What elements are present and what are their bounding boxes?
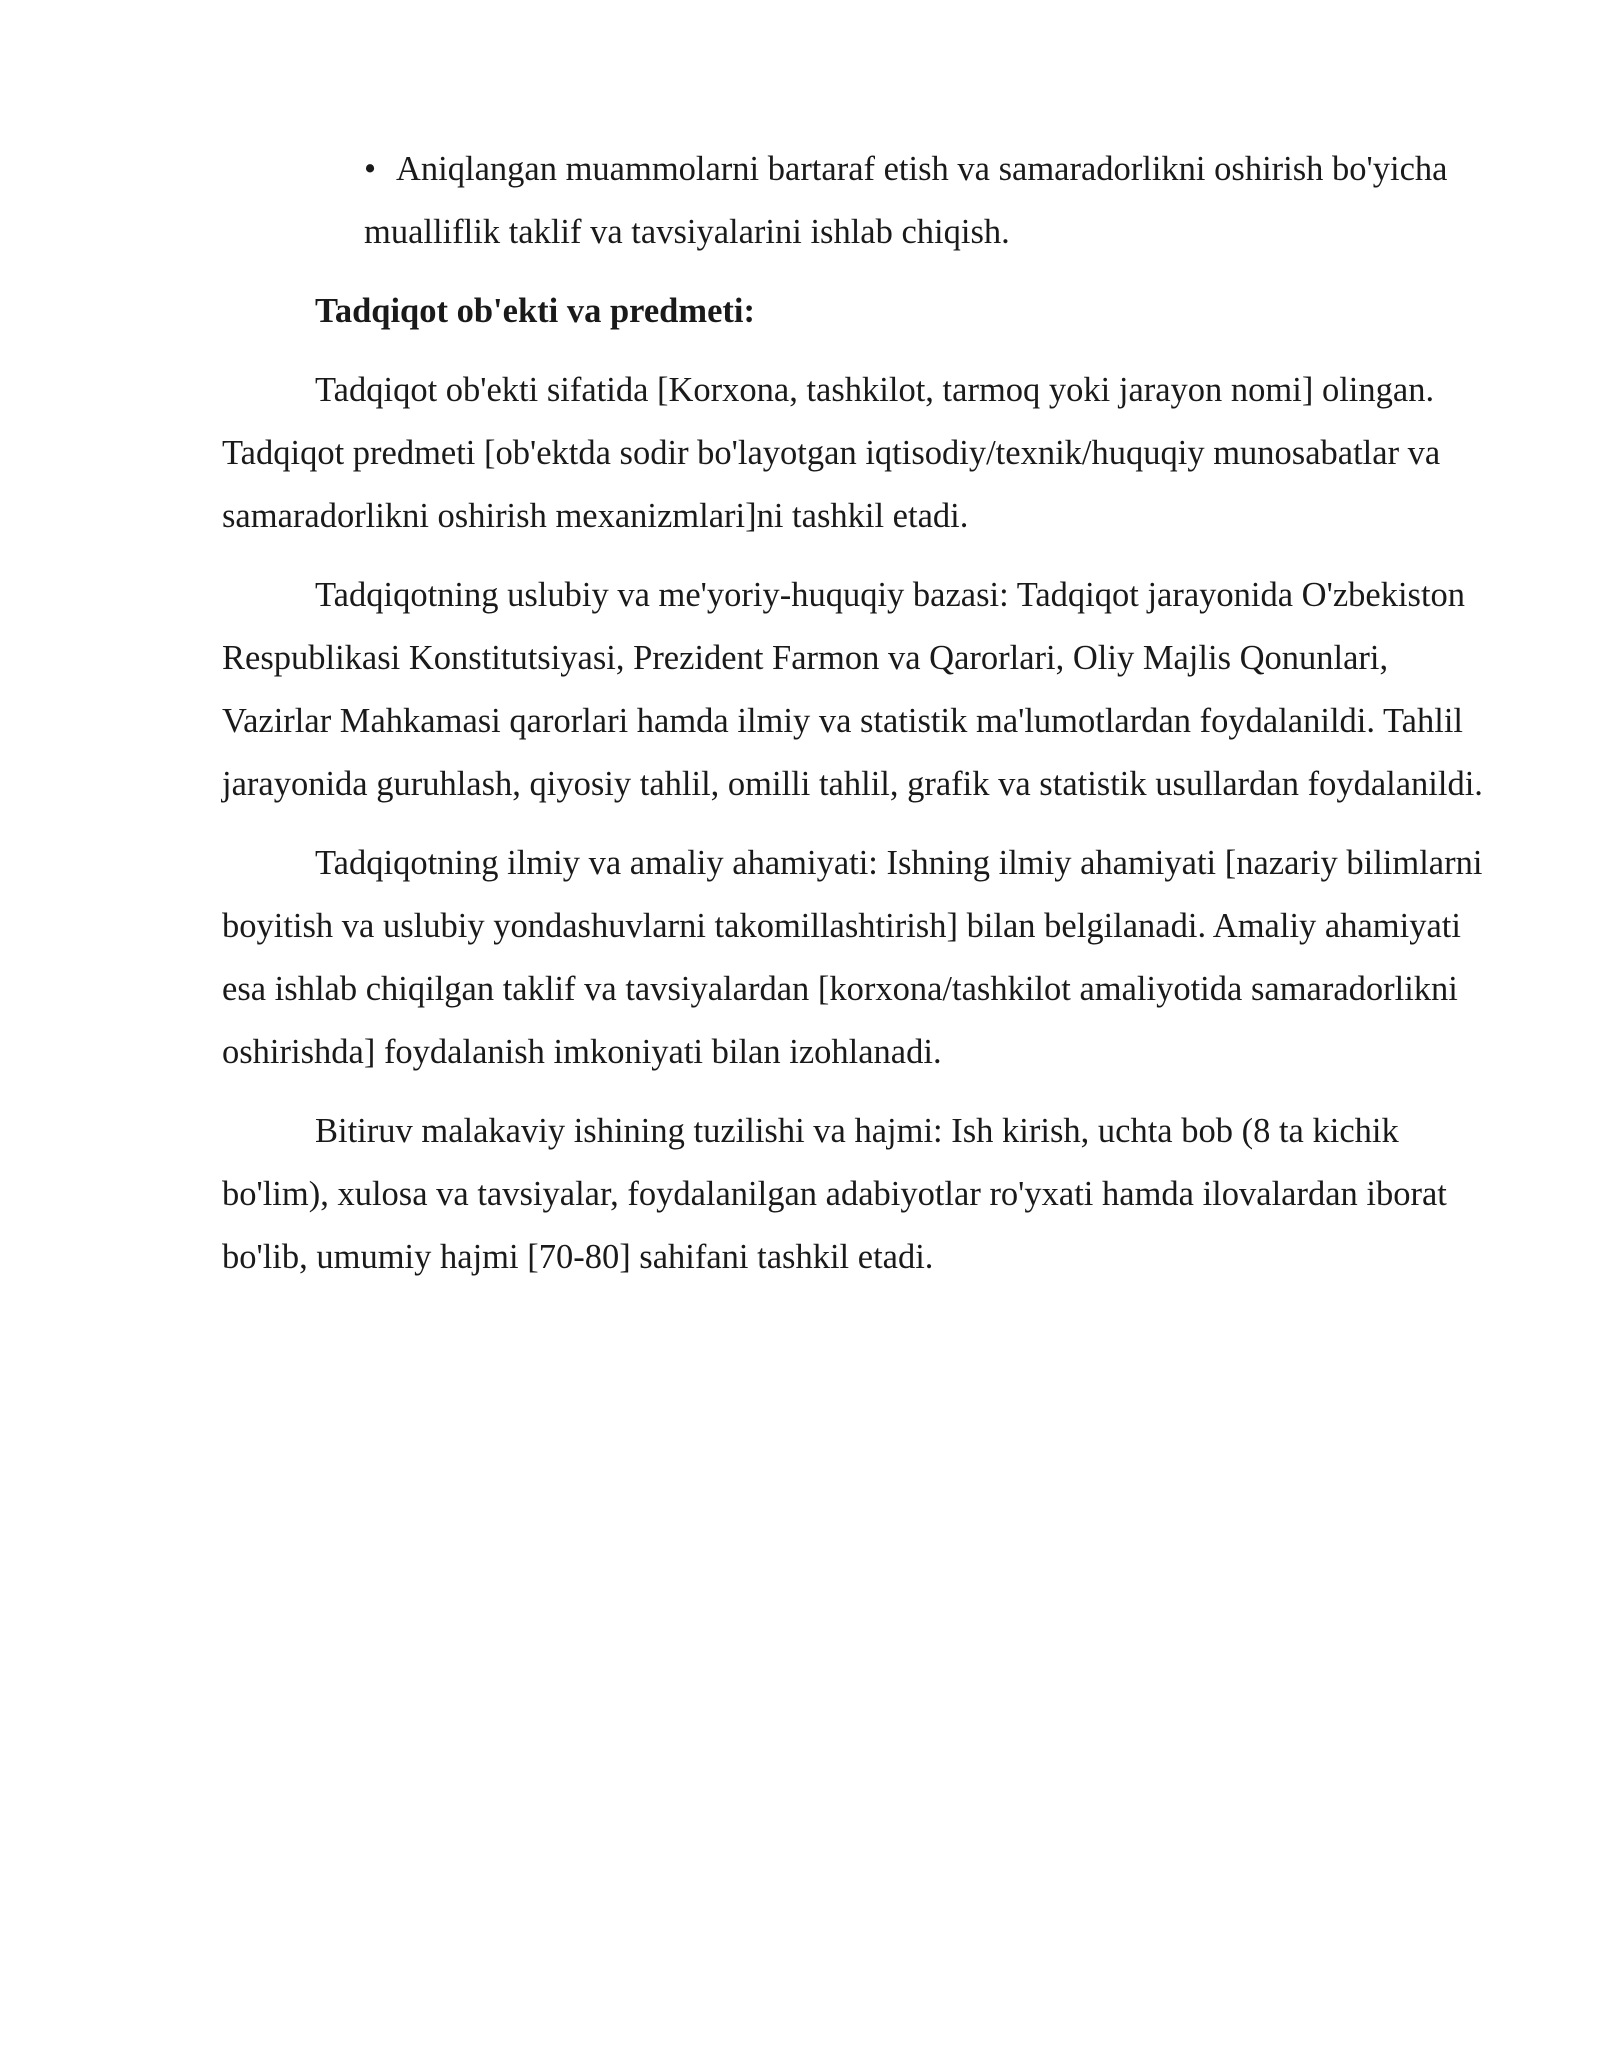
list-item bbox=[364, 138, 1484, 264]
paragraph-structure: Bitiruv malakaviy ishining tuzilishi va hajmi: Ish kirish, uchta bob (8 ta kichik bo'lim), xulosa va tavsiyalar, foydalanilgan adabiyotlar ro'yxati hamda ilovalardan iborat bo'lib, umumiy hajmi [70-80] sahifani tashkil etadi. bbox=[222, 1112, 1447, 1276]
section-heading: Tadqiqot ob'ekti va predmeti: bbox=[315, 292, 755, 330]
paragraph-object-subject: Tadqiqot ob'ekti sifatida [Korxona, tashkilot, tarmoq yoki jarayon nomi] olingan. Tadqiqot predmeti [ob'ektda sodir bo'layotgan iqtisodiy/texnik/huquqiy munosabatlar va samaradorlikni oshirish mexanizmlari]ni tashkil etadi. bbox=[222, 371, 1441, 535]
paragraph-significance: Tadqiqotning ilmiy va amaliy ahamiyati: Ishning ilmiy ahamiyati [nazariy bilimlarni boyitish va uslubiy yondashuvlarni takomillashtirish] bilan belgilanadi. Amaliy ahamiyati esa ishlab chiqilgan taklif va tavsiyalardan [korxona/tashkilot amaliyotida samaradorlikni oshirishda] foydalanish imkoniyati bilan izohlanadi. bbox=[222, 844, 1483, 1071]
list-item-text: Aniqlangan muammolarni bartaraf etish va samaradorlikni oshirish bo'yicha mualliflik taklif va tavsiyalarini ishlab chiqish. bbox=[364, 150, 1448, 251]
document-body bbox=[222, 138, 1484, 1289]
paragraph-methodology: Tadqiqotning uslubiy va me'yoriy-huquqiy bazasi: Tadqiqot jarayonida O'zbekiston Respublikasi Konstitutsiyasi, Prezident Farmon va Qarorlari, Oliy Majlis Qonunlari, Vazirlar Mahkamasi qarorlari hamda ilmiy va statistik ma'lumotlardan foydalanildi. Tahlil jarayonida guruhlash, qiyosiy tahlil, omilli tahlil, grafik va statistik usullardan foydalanildi. bbox=[222, 576, 1483, 803]
bullet-icon: • bbox=[364, 150, 377, 188]
